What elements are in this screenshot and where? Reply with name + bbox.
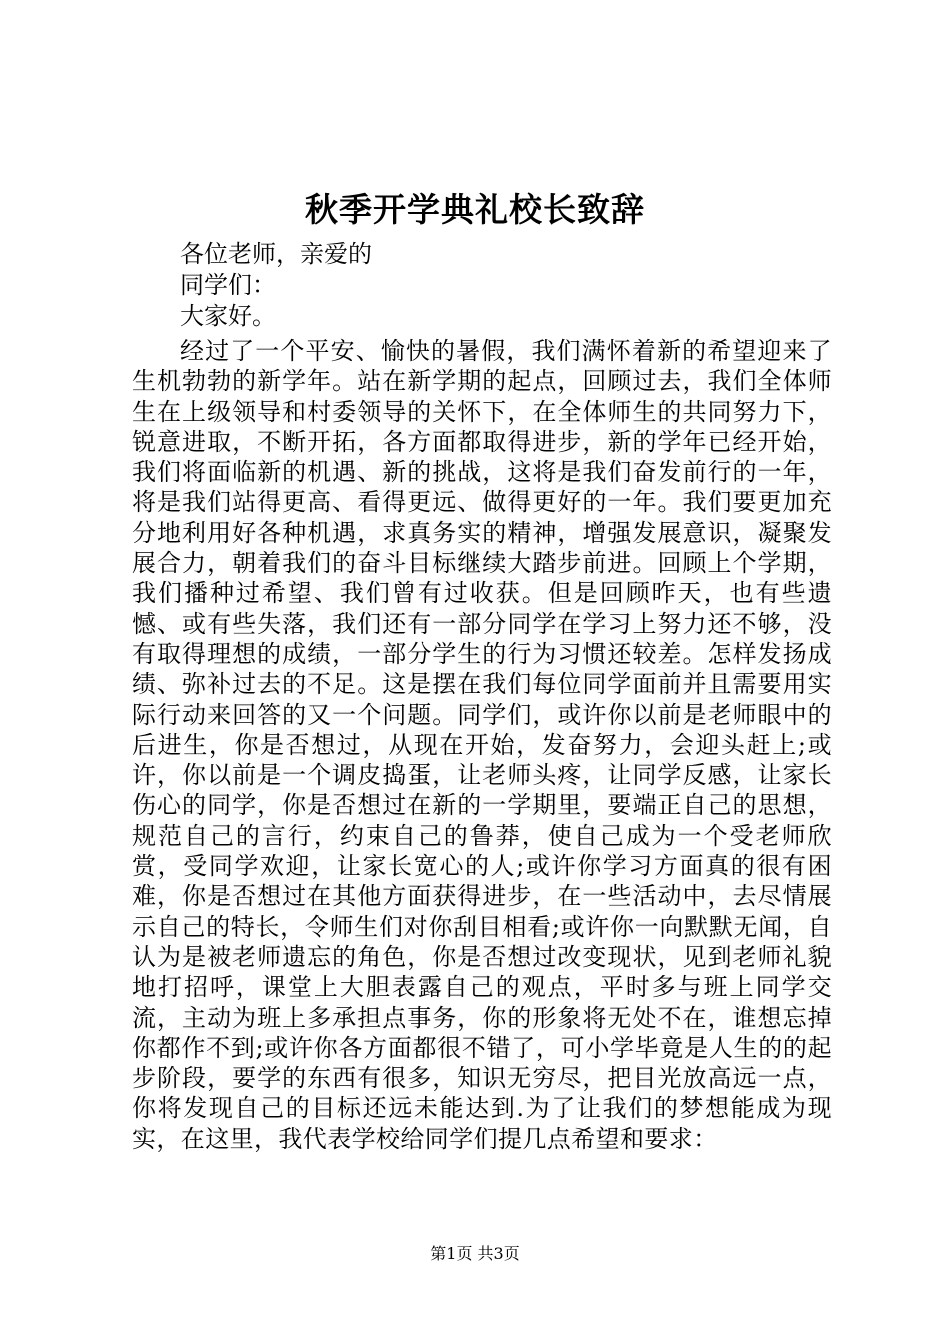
page-footer: 第1页 共3页	[430, 1244, 520, 1263]
salutation-line-2: 同学们：	[180, 271, 276, 299]
greeting-line: 大家好。	[180, 302, 276, 330]
document-title: 秋季开学典礼校长致辞	[305, 190, 645, 229]
salutation-line-1: 各位老师，亲爱的	[180, 240, 372, 268]
body-paragraph: 经过了一个平安、愉快的暑假，我们满怀着新的希望迎来了生机勃勃的新学年。站在新学期的起点，回顾过去，我们全体师生在上级领导和村委领导的关怀下，在全体师生的共同努力下，锐意进取，不断开拓，各方面都取得进步，新的学年已经开始，我们将面临新的机遇、新的挑战，这将是我们奋发前行的一年，将是我们站得更高、看得更远、做得更好的一年。我们要更加充分地利用好各种机遇，求真务实的精神，增强发展意识，凝聚发展合力，朝着我们的奋斗目标继续大踏步前进。回顾上个学期，我们播种过希望、我们曾有过收获。但是回顾昨天，也有些遗憾、或有些失落，我们还有一部分同学在学习上努力还不够，没有取得理想的成绩，一部分学生的行为习惯还较差。怎样发扬成绩、弥补过去的不足。这是摆在我们每位同学面前并且需要用实际行动来回答的又一个问题。同学们，或许你以前是老师眼中的后进生，你是否想过，从现在开始，发奋努力，会迎头赶上;或许，你以前是一个调皮捣蛋，让老师头疼，让同学反感，让家长伤心的同学，你是否想过在新的一学期里，要端正自己的思想，规范自己的言行，约束自己的鲁莽，使自己成为一个受老师欣赏，受同学欢迎，让家长宽心的人;或许你学习方面真的很有困难，你是否想过在其他方面获得进步，在一些活动中，去尽情展示自己的特长，令师生们对你刮目相看;或许你一向默默无闻，自认为是被老师遗忘的角色，你是否想过改变现状，见到老师礼貌地打招呼，课堂上大胆表露自己的观点，平时多与班上同学交流，主动为班上多承担点事务，你的形象将无处不在，谁想忘掉你都作不到;或许你各方面都很不错了，可小学毕竟是人生的的起步阶段，要学的东西有很多，知识无穷尽，把目光放高远一点，你将发现自己的目标还远未能达到.为了让我们的梦想能成为现实，在这里，我代表学校给同学们提几点希望和要求：	[132, 337, 832, 1153]
